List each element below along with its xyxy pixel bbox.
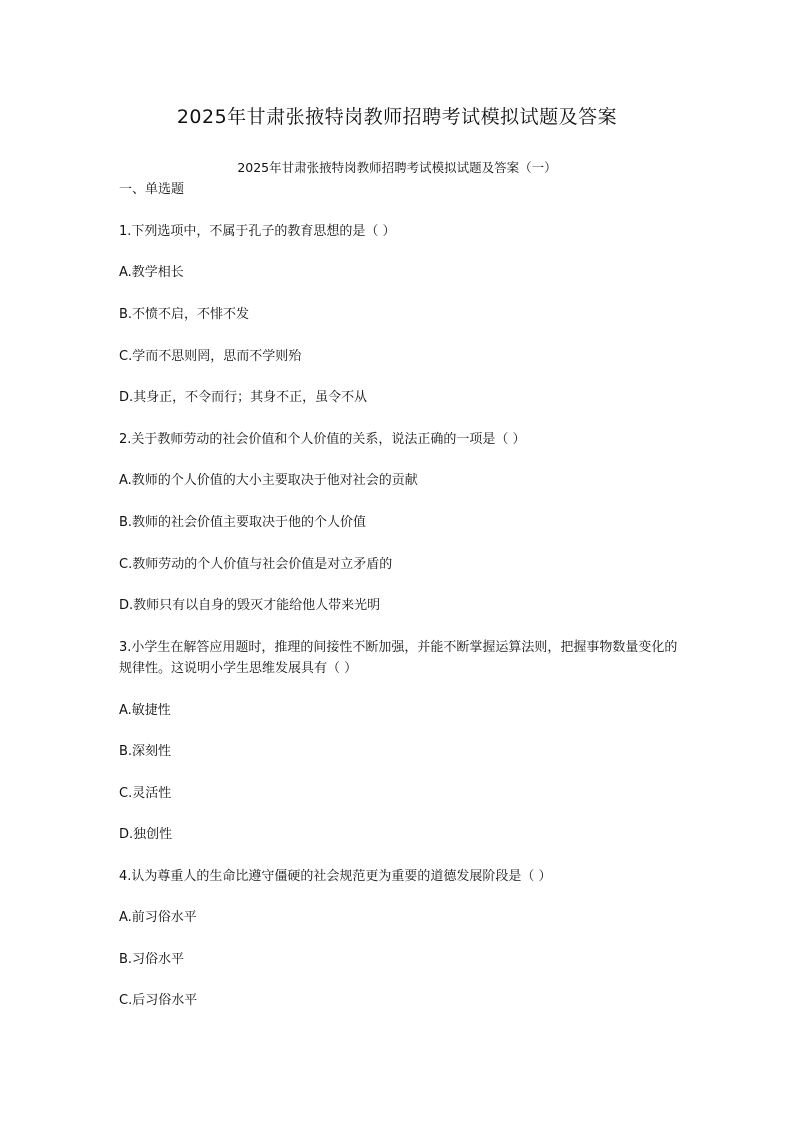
question-3-option-a: A.敏捷性 [119,703,171,718]
question-1-option-d: D.其身正，不令而行；其身不正，虽令不从 [119,390,368,405]
question-2-option-d: D.教师只有以自身的毁灭才能给他人带来光明 [119,598,381,613]
question-3-option-b: B.深刻性 [119,744,172,759]
document-subtitle: 2025年甘肃张掖特岗教师招聘考试模拟试题及答案（一） [237,160,557,175]
question-2-option-c: C.教师劳动的个人价值与社会价值是对立矛盾的 [119,557,393,572]
question-2-stem: 2.关于教师劳动的社会价值和个人价值的关系，说法正确的一项是（ ） [119,432,526,447]
question-1-option-b: B.不愤不启，不悱不发 [119,307,250,322]
question-4-stem: 4.认为尊重人的生命比遵守僵硬的社会规范更为重要的道德发展阶段是（ ） [119,869,552,884]
question-4-option-b: B.习俗水平 [119,952,185,967]
section-heading: 一、单选题 [119,182,185,197]
question-1-option-c: C.学而不思则罔，思而不学则殆 [119,349,302,364]
question-1-stem: 1.下列选项中，不属于孔子的教育思想的是（ ） [119,224,396,239]
document-title: 2025年甘肃张掖特岗教师招聘考试模拟试题及答案 [176,106,618,128]
question-2-option-a: A.教师的个人价值的大小主要取决于他对社会的贡献 [119,473,418,488]
question-4-option-c: C.后习俗水平 [119,993,198,1008]
question-3-option-c: C.灵活性 [119,786,172,801]
question-3-option-d: D.独创性 [119,827,173,842]
question-1-option-a: A.教学相长 [119,265,184,280]
question-4-option-a: A.前习俗水平 [119,910,197,925]
question-3-stem: 3.小学生在解答应用题时，推理的间接性不断加强，并能不断掌握运算法则，把握事物数量变化的规律性。这说明小学生思维发展具有（ ） [119,640,678,676]
question-2-option-b: B.教师的社会价值主要取决于他的个人价值 [119,515,367,530]
